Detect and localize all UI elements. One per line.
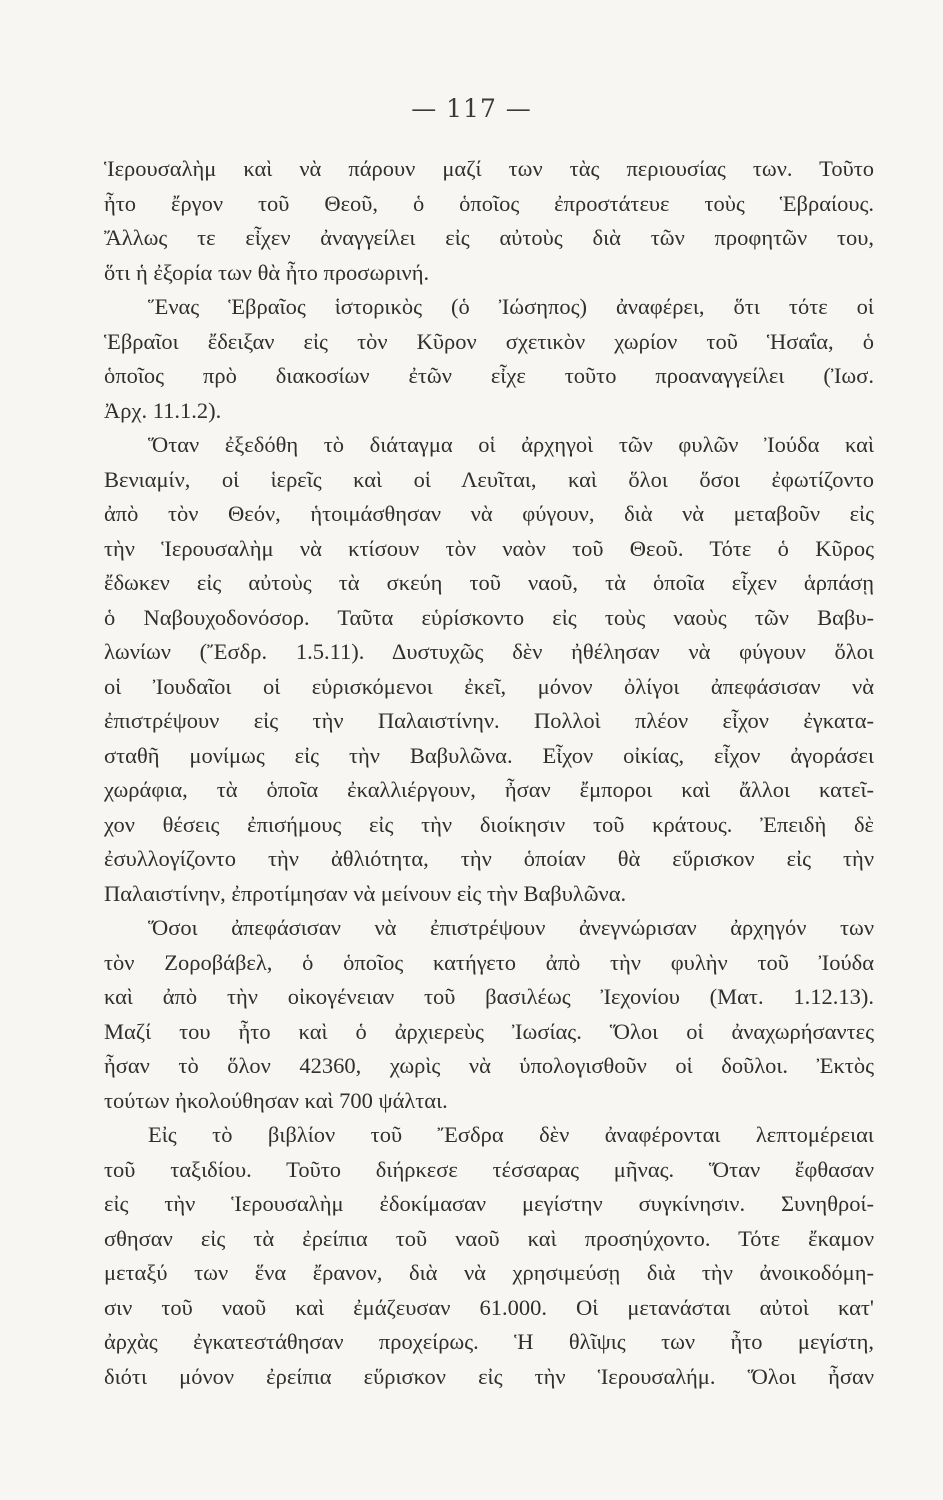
text-line: ἀρχὰς ἐγκατεστάθησαν προχείρως. Ἡ θλῖψις των ἦτο μεγίστη, (104, 1329, 874, 1354)
text-line: σθησαν εἰς τὰ ἐρείπια τοῦ ναοῦ καὶ προσηύχοντο. Τότε ἔκαμον (104, 1225, 874, 1251)
text-line: χον θέσεις ἐπισήμους εἰς τὴν διοίκησιν τοῦ κράτους. Ἐπειδὴ δὲ (104, 811, 874, 837)
text-line: διότι μόνον ἐρείπια εὕρισκον εἰς τὴν Ἱερουσαλήμ. Ὅλοι ἦσαν (104, 1363, 874, 1389)
text-line: Βενιαμίν, οἱ ἱερεῖς καὶ οἱ Λευῖται, καὶ ὅλοι ὅσοι ἐφωτίζοντο (104, 466, 874, 492)
text-line: ἐπιστρέψουν εἰς τὴν Παλαιστίνην. Πολλοὶ πλέον εἶχον ἐγκατα- (104, 708, 874, 733)
text-line: εἰς τὴν Ἱερουσαλὴμ ἐδοκίμασαν μεγίστην συγκίνησιν. Συνηθροί- (104, 1191, 874, 1216)
text-line: σταθῆ μονίμως εἰς τὴν Βαβυλῶνα. Εἶχον οἰκίας, εἶχον ἀγοράσει (104, 742, 874, 768)
text-line: ἦτο ἔργον τοῦ Θεοῦ, ὁ ὁποῖος ἐπροστάτευε τοὺς Ἑβραίους. (104, 190, 874, 216)
body-text (104, 152, 874, 1394)
text-line: Ἱερουσαλὴμ καὶ νὰ πάρουν μαζί των τὰς περιουσίας των. Τοῦτο (104, 156, 874, 181)
text-line: Ὅταν ἐξεδόθη τὸ διάταγμα οἱ ἀρχηγοὶ τῶν φυλῶν Ἰούδα καὶ (148, 432, 874, 457)
text-line: Εἰς τὸ βιβλίον τοῦ Ἔσδρα δὲν ἀναφέρονται λεπτομέρειαι (148, 1122, 874, 1147)
page-number: — 117 — (411, 94, 532, 123)
text-line: χωράφια, τὰ ὁποῖα ἐκαλλιέργουν, ἦσαν ἔμποροι καὶ ἄλλοι κατεῖ- (104, 777, 874, 802)
text-line: καὶ ἀπὸ τὴν οἰκογένειαν τοῦ βασιλέως Ἰεχονίου (Ματ. 1.12.13). (104, 984, 874, 1009)
text-line: τὸν Ζοροβάβελ, ὁ ὁποῖος κατήγετο ἀπὸ τὴν φυλὴν τοῦ Ἰούδα (104, 949, 874, 975)
text-line: Ὅσοι ἀπεφάσισαν νὰ ἐπιστρέψουν ἀνεγνώρισαν ἀρχηγόν των (148, 915, 874, 940)
text-line: Ἄλλως τε εἶχεν ἀναγγείλει εἰς αὐτοὺς διὰ τῶν προφητῶν του, (104, 225, 874, 250)
text-line: Ἀρχ. 11.1.2). (104, 397, 222, 423)
text-line: ὁ Ναβουχοδονόσορ. Ταῦτα εὑρίσκοντο εἰς τοὺς ναοὺς τῶν Βαβυ- (104, 604, 874, 630)
text-line: Ἕνας Ἑβραῖος ἱστορικὸς (ὁ Ἰώσηπος) ἀναφέρει, ὅτι τότε οἱ (148, 294, 874, 319)
text-line: λωνίων (Ἔσδρ. 1.5.11). Δυστυχῶς δὲν ἠθέλησαν νὰ φύγουν ὅλοι (104, 639, 874, 664)
text-line: Μαζί του ἦτο καὶ ὁ ἀρχιερεὺς Ἰωσίας. Ὅλοι οἱ ἀναχωρήσαντες (104, 1018, 874, 1044)
text-line: ὁποῖος πρὸ διακοσίων ἐτῶν εἶχε τοῦτο προαναγγείλει (Ἰωσ. (104, 363, 874, 388)
text-line: σιν τοῦ ναοῦ καὶ ἐμάζευσαν 61.000. Οἱ μετανάσται αὐτοὶ κατ' (104, 1294, 874, 1320)
text-line: ἔδωκεν εἰς αὐτοὺς τὰ σκεύη τοῦ ναοῦ, τὰ ὁποῖα εἶχεν ἁρπάσῃ (104, 570, 874, 595)
text-line: Παλαιστίνην, ἐπροτίμησαν νὰ μείνουν εἰς τὴν Βαβυλῶνα. (104, 880, 627, 906)
text-line: οἱ Ἰουδαῖοι οἱ εὑρισκόμενοι ἐκεῖ, μόνον ὀλίγοι ἀπεφάσισαν νὰ (104, 673, 874, 699)
text-line: ἀπὸ τὸν Θεόν, ἡτοιμάσθησαν νὰ φύγουν, διὰ νὰ μεταβοῦν εἰς (104, 501, 874, 526)
text-line: μεταξύ των ἕνα ἔρανον, διὰ νὰ χρησιμεύσῃ διὰ τὴν ἀνοικοδόμη- (104, 1260, 874, 1285)
text-line: τὴν Ἱερουσαλὴμ νὰ κτίσουν τὸν ναὸν τοῦ Θεοῦ. Τότε ὁ Κῦρος (104, 535, 874, 561)
text-line: Ἑβραῖοι ἔδειξαν εἰς τὸν Κῦρον σχετικὸν χωρίον τοῦ Ἡσαΐα, ὁ (104, 328, 874, 354)
text-line: τούτων ἠκολούθησαν καὶ 700 ψάλται. (104, 1087, 448, 1113)
text-line: τοῦ ταξιδίου. Τοῦτο διήρκεσε τέσσαρας μῆνας. Ὅταν ἔφθασαν (104, 1156, 874, 1182)
text-line: ὅτι ἡ ἐξορία των θὰ ἦτο προσωρινή. (104, 259, 430, 285)
text-line: ἐσυλλογίζοντο τὴν ἀθλιότητα, τὴν ὁποίαν θὰ εὕρισκον εἰς τὴν (104, 846, 874, 871)
text-line: ἦσαν τὸ ὅλον 42360, χωρὶς νὰ ὑπολογισθοῦν οἱ δοῦλοι. Ἐκτὸς (104, 1053, 874, 1078)
